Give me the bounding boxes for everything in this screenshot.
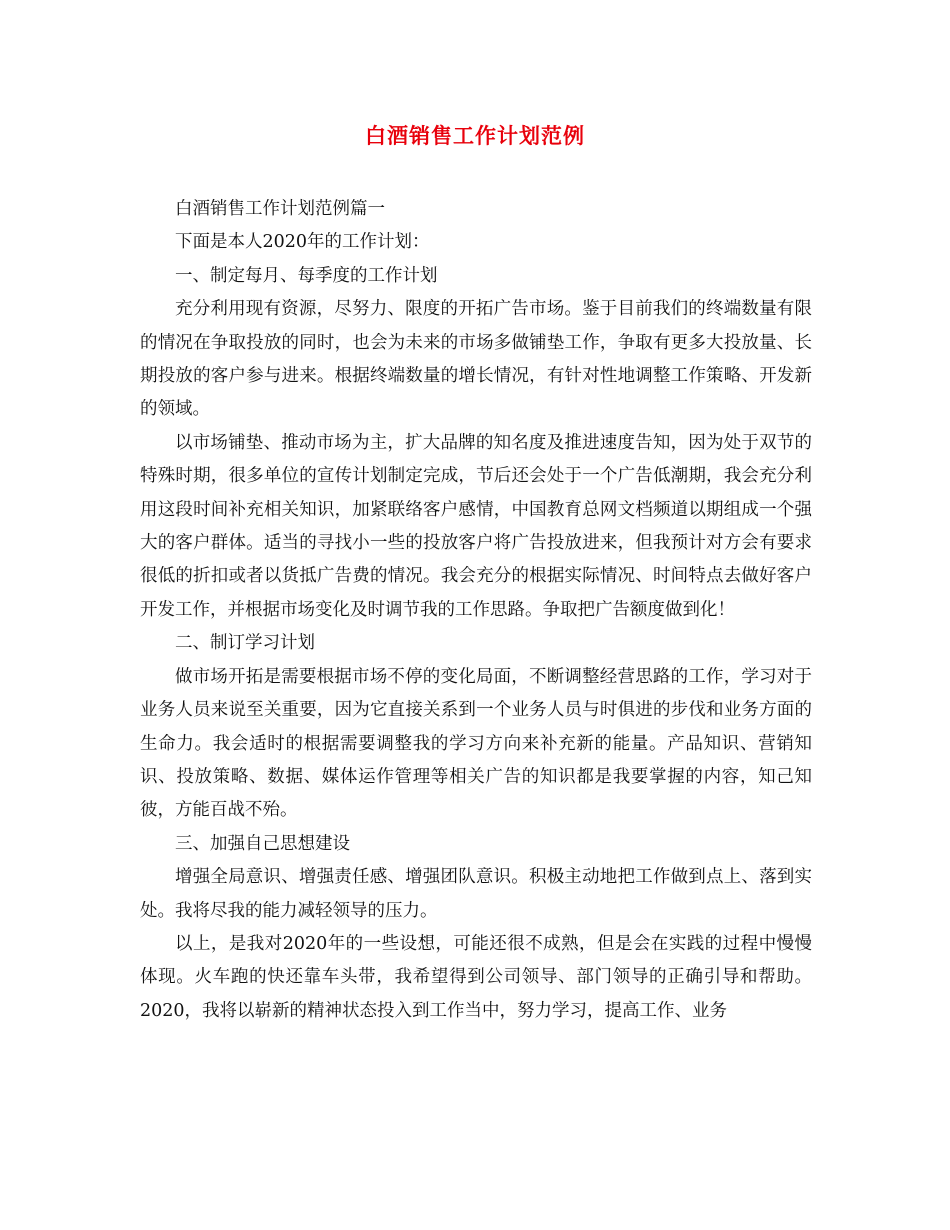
paragraph-study: 做市场开拓是需要根据市场不停的变化局面，不断调整经营思路的工作，学习对于业务人员来说至关重要，因为它直接关系到一个业务人员与时俱进的步伐和业务方面的生命力。我会适时的根据需要调整我的学习方向来补充新的能量。产品知识、营销知识、投放策略、数据、媒体运作管理等相关广告的知识都是我要掌握的内容，知己知彼，方能百战不殆。 (140, 666, 812, 821)
paragraph-resources: 充分利用现有资源，尽努力、限度的开拓广告市场。鉴于目前我们的终端数量有限的情况在争取投放的同时，也会为未来的市场多做铺垫工作，争取有更多大投放量、长期投放的客户参与进来。根据终端数量的增长情况，有针对性地调整工作策略、开发新的领域。 (140, 299, 812, 420)
heading-monthly-plan: 一、制定每月、每季度的工作计划 (175, 265, 438, 286)
document-title: 白酒销售工作计划范例 (365, 123, 585, 148)
intro-line: 下面是本人2020年的工作计划： (175, 232, 430, 253)
section-heading-part-one: 白酒销售工作计划范例篇一 (175, 199, 385, 219)
document-body (140, 193, 812, 1028)
paragraph-conclusion: 以上，是我对2020年的一些设想，可能还很不成熟，但是会在实践的过程中慢慢体现。火车跑的快还靠车头带，我希望得到公司领导、部门领导的正确引导和帮助。2020，我将以崭新的精神状态投入到工作当中，努力学习，提高工作、业务 (140, 933, 812, 1021)
heading-ideology: 三、加强自己思想建设 (175, 833, 350, 854)
heading-study-plan: 二、制订学习计划 (175, 633, 315, 654)
paragraph-ideology: 增强全局意识、增强责任感、增强团队意识。积极主动地把工作做到点上、落到实处。我将尽我的能力减轻领导的压力。 (140, 867, 812, 921)
paragraph-market: 以市场铺垫、推动市场为主，扩大品牌的知名度及推进速度告知，因为处于双节的特殊时期，很多单位的宣传计划制定完成，节后还会处于一个广告低潮期，我会充分利用这段时间补充相关知识，加紧联络客户感情，中国教育总网文档频道以期组成一个强大的客户群体。适当的寻找小一些的投放客户将广告投放进来，但我预计对方会有要求很低的折扣或者以货抵广告费的情况。我会充分的根据实际情况、时间特点去做好客户开发工作，并根据市场变化及时调节我的工作思路。争取把广告额度做到化！ (140, 432, 812, 620)
